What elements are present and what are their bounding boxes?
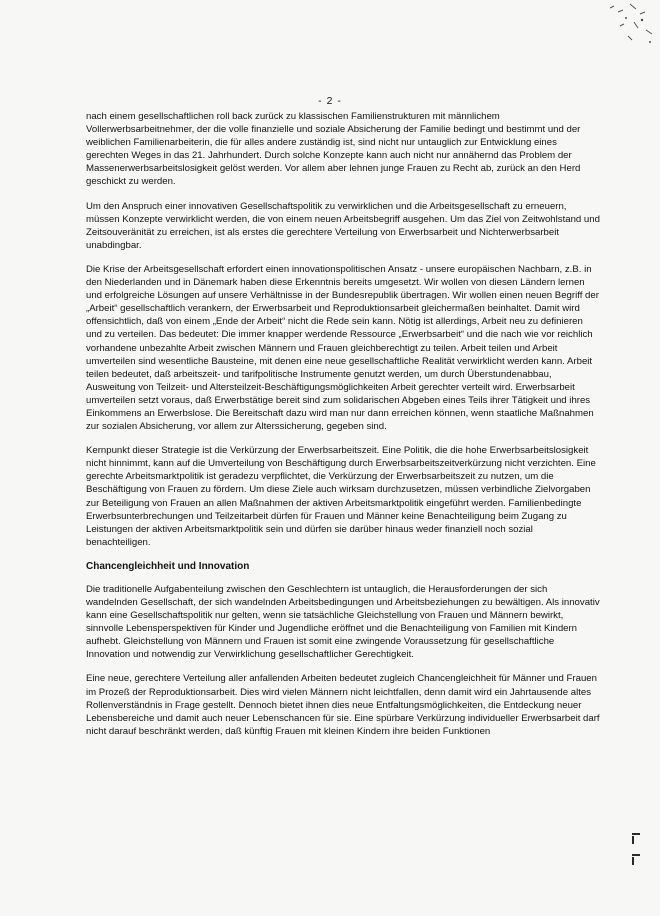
paragraph: Kernpunkt dieser Strategie ist die Verkürzung der Erwerbsarbeitszeit. Eine Politik, die die hohe Erwerbsarbeitslosigkeit nicht hinnimmt, kann auf die Umverteilung von Beschäftigung durch Erwerbsarbeitszeitverkürzung nicht verzichten. Eine gerechte Arbeitsmarktpolitik ist geradezu verpflichtet, die Verkürzung der Erwerbsarbeitszeit zu nutzen, um die Beschäftigung von Frauen zu fördern. Um diese Ziele auch wirksam durchzusetzen, müssen verbindliche Zielvorgaben zur Beteiligung von Frauen an allen Maßnahmen der aktiven Arbeitsmarktpolitik eingeführt werden. Familienbedingte Erwerbsunterbrechungen und Teilzeitarbeit dürfen für Frauen und Männer keine Benachteiligung beim Zugang zu Leistungen der aktiven Arbeitsmarktpolitik sein und dürfen sie darüber hinaus weder finanziell noch sozial benachteiligen.: [86, 445, 596, 548]
scan-artifact: [632, 836, 634, 844]
section-heading: Chancengleichheit und Innovation: [86, 560, 250, 572]
document-body: [86, 110, 600, 749]
paragraph: Die Krise der Arbeitsgesellschaft erfordert einen innovationspolitischen Ansatz - unsere europäischen Nachbarn, z.B. in den Niederlanden und in Dänemark haben diese Erkenntnis bereits umgesetzt. Wir wollen von diesen Ländern lernen und erfolgreiche Lösungen auf unsere Verhältnisse in der Bundesrepublik übertragen. Wir wollen einen neuen Begriff der „Arbeit“ gesellschaftlich verankern, der Erwerbsarbeit und Reproduktionsarbeit gleichermaßen beinhaltet. Damit wird offensichtlich, daß von einem „Ende der Arbeit“ nicht die Rede sein kann. Nötig ist allerdings, Arbeit neu zu definieren und zu verteilen. Das bedeutet: Die immer knapper werdende Ressource „Erwerbsarbeit“ und die nach wie vor reichlich vorhandene unbezahlte Arbeit zwischen Männern und Frauen gleichberechtigt zu teilen. Arbeit teilen und Arbeit umverteilen sind wesentliche Bausteine, mit denen eine neue gesellschaftliche Realität verwirklicht werden kann. Arbeit teilen bedeutet, daß arbeitszeit- und tarifpolitische Instrumente genutzt werden, um durch Überstundenabbau, Ausweitung von Teilzeit- und Altersteilzeit-Beschäftigungsmöglichkeiten Arbeit gerechter verteilt wird. Erwerbsarbeit umverteilen setzt voraus, daß Erwerbstätige bereit sind zum solidarischen Abgeben eines Teils ihrer Tätigkeit und ihres Einkommens an Erwerbslose. Die Bereitschaft dazu wird man nur dann erreichen können, wenn staatliche Maßnahmen zur sozialen Absicherung, vor allem zur Alterssicherung, gegeben sind.: [86, 263, 599, 433]
page-number: - 2 -: [318, 95, 342, 107]
paragraph: Um den Anspruch einer innovativen Gesellschaftspolitik zu verwirklichen und die Arbeitsgesellschaft zu erneuern, müssen Konzepte verwirklicht werden, die von einem neuen Arbeitsbegriff ausgehen. Um das Ziel von Zeitwohlstand und Zeitsouveränität zu erreichen, ist als erstes die gerechtere Verteilung von Erwerbsarbeit und Nichterwerbsarbeit unabdingbar.: [86, 200, 600, 251]
paragraph: nach einem gesellschaftlichen roll back zurück zu klassischen Familienstrukturen mit männlichem Vollerwerbsarbeitnehmer, der die volle finanzielle und soziale Absicherung der Familie bedingt und bestimmt und der weiblichen Familienarbeiterin, die für alles andere zuständig ist, sind nicht nur untauglich zur Entwicklung eines gerechten Weges in das 21. Jahrhundert. Durch solche Konzepte kann auch nicht nur annähernd das Problem der Massenerwerbsarbeitslosigkeit gelöst werden. Vor allem aber lehnen junge Frauen zu Recht ab, zurück an den Herd geschickt zu werden.: [86, 111, 581, 188]
scan-artifact: [632, 854, 640, 856]
scan-artifact: [632, 833, 640, 835]
scan-artifact: [632, 857, 634, 865]
paragraph: Eine neue, gerechtere Verteilung aller anfallenden Arbeiten bedeutet zugleich Chancengleichheit für Männer und Frauen im Prozeß der Reproduktionsarbeit. Dies wird vielen Männern nicht leichtfallen, denn damit wird ein Jahrtausende altes Rollenverständnis in Frage gestellt. Dennoch bietet ihnen dies neue Entfaltungsmöglichkeiten, die Entdeckung neuer Lebensbereiche und damit auch neuer Lebenschancen für sie. Eine spürbare Verkürzung individueller Erwerbsarbeit darf nicht darauf beschränkt werden, daß künftig Frauen mit kleinen Kindern ihre beiden Funktionen: [86, 673, 600, 737]
paragraph: Die traditionelle Aufgabenteilung zwischen den Geschlechtern ist untauglich, die Herausforderungen der sich wandelnden Gesellschaft, der sich wandelnden Arbeitsbedingungen und Arbeitsbeziehungen zu bewältigen. Als innovativ kann eine Gesellschaftspolitik nur gelten, wenn sie tatsächliche Gleichstellung von Frauen und Männern bewirkt, sinnvolle Lebensperspektiven für Kinder und Jugendliche eröffnet und die Benachteiligung von Familien mit Kindern aufhebt. Gleichstellung von Männern und Frauen ist somit eine zwingende Voraussetzung für gesellschaftliche Innovation und notwendig zur Verwirklichung gesellschaftlicher Gerechtigkeit.: [86, 583, 600, 661]
scan-artifact: [590, 0, 660, 55]
